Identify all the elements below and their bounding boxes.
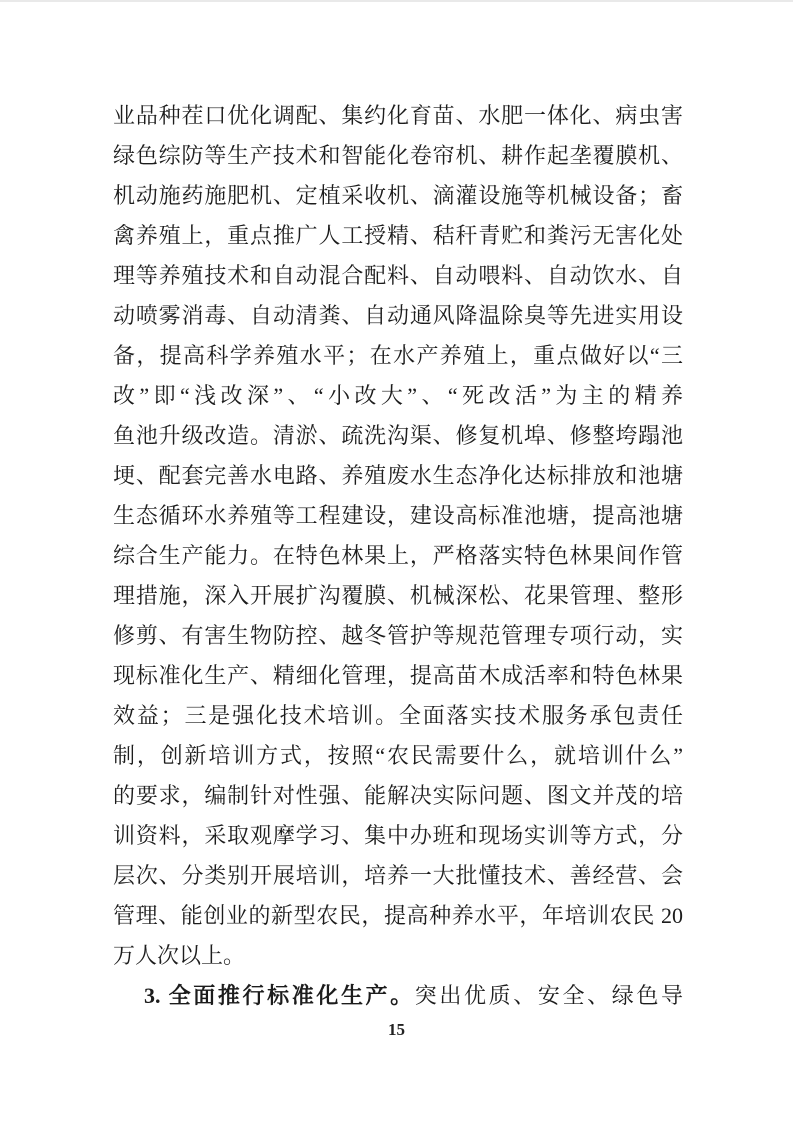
text-line: 制，创新培训方式，按照“农民需要什么，就培训什么” bbox=[113, 743, 683, 768]
text-line: 机动施药施肥机、定植采收机、滴灌设施等机械设备；畜 bbox=[113, 183, 683, 208]
text-body bbox=[113, 96, 683, 1016]
text-line: 理等养殖技术和自动混合配料、自动喂料、自动饮水、自 bbox=[113, 263, 683, 288]
text-line: 绿色综防等生产技术和智能化卷帘机、耕作起垄覆膜机、 bbox=[113, 143, 683, 168]
paragraph-lead-bold: 3. 全面推行标准化生产。 bbox=[144, 983, 415, 1008]
page-number: 15 bbox=[388, 1020, 405, 1039]
text-line: 万人次以上。 bbox=[113, 943, 246, 968]
text-line: 修剪、有害生物防控、越冬管护等规范管理专项行动，实 bbox=[113, 623, 683, 648]
text-line: 训资料，采取观摩学习、集中办班和现场实训等方式，分 bbox=[113, 823, 683, 848]
text-line: 层次、分类别开展培训，培养一大批懂技术、善经营、会 bbox=[113, 863, 683, 888]
text-line: 鱼池升级改造。清淤、疏洗沟渠、修复机埠、修整垮蹋池 bbox=[113, 423, 683, 448]
text-line: 埂、配套完善水电路、养殖废水生态净化达标排放和池塘 bbox=[113, 463, 683, 488]
text-line: 理措施，深入开展扩沟覆膜、机械深松、花果管理、整形 bbox=[113, 583, 683, 608]
text-line: 禽养殖上，重点推广人工授精、秸秆青贮和粪污无害化处 bbox=[113, 223, 683, 248]
text-line: 综合生产能力。在特色林果上，严格落实特色林果间作管 bbox=[113, 543, 683, 568]
text-line: 的要求，编制针对性强、能解决实际问题、图文并茂的培 bbox=[113, 783, 683, 808]
text-line bbox=[113, 976, 683, 1016]
text-line: 管理、能创业的新型农民，提高种养水平，年培训农民 20 bbox=[113, 903, 683, 928]
text-line: 备，提高科学养殖水平；在水产养殖上，重点做好以“三 bbox=[113, 343, 683, 368]
page-top-edge bbox=[0, 0, 793, 2]
text-line: 效益；三是强化技术培训。全面落实技术服务承包责任 bbox=[113, 703, 683, 728]
text-line: 改”即“浅改深”、“小改大”、“死改活”为主的精养 bbox=[113, 383, 683, 408]
text-line: 生态循环水养殖等工程建设，建设高标准池塘，提高池塘 bbox=[113, 503, 683, 528]
text-line: 现标准化生产、精细化管理，提高苗木成活率和特色林果 bbox=[113, 663, 683, 688]
text-line: 业品种茬口优化调配、集约化育苗、水肥一体化、病虫害 bbox=[113, 103, 683, 128]
paragraph-text: 突出优质、安全、绿色导 bbox=[414, 983, 683, 1008]
text-line: 动喷雾消毒、自动清粪、自动通风降温除臭等先进实用设 bbox=[113, 303, 683, 328]
